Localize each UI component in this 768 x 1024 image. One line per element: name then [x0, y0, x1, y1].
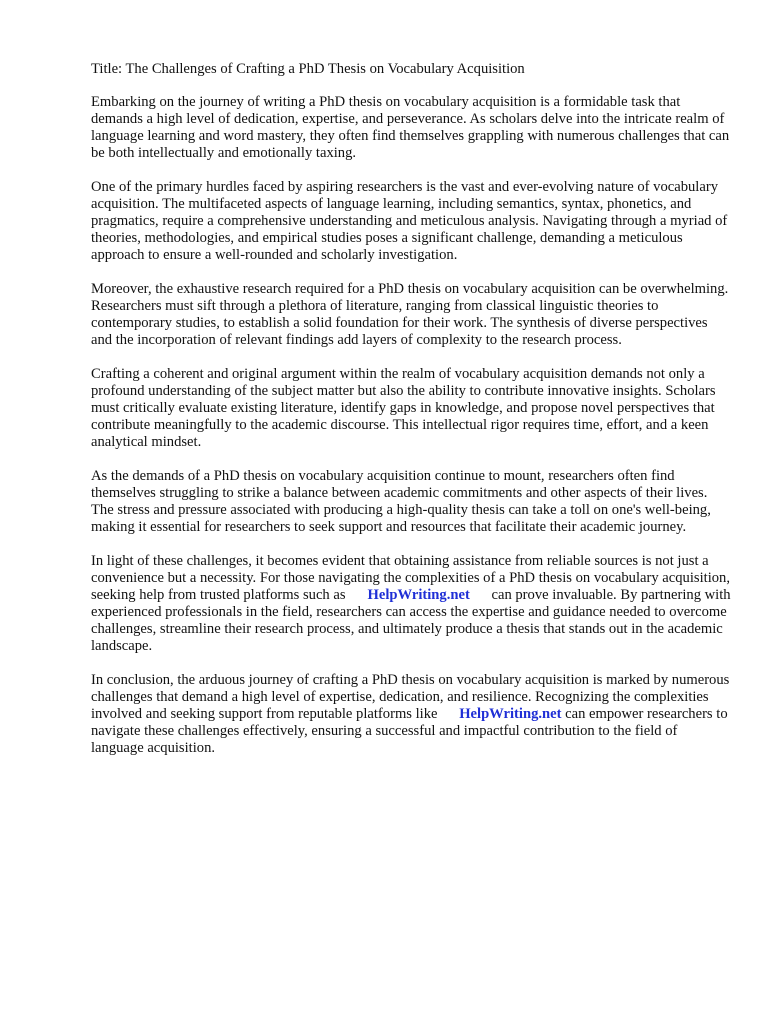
paragraph-assistance-text-after: can prove invaluable. By partnering with experienced professionals in the field, researchers can access the expertise and guidance needed to overcome challenges, streamline their research process, and ultimately produce a thesis that stands out in the academic landscape.: [91, 587, 731, 654]
paragraph-research: Moreover, the exhaustive research required for a PhD thesis on vocabulary acquisition can be overwhelming. Researchers must sift through a plethora of literature, ranging from classical linguistic theories to contemporary studies, to establish a solid foundation for their work. The synthesis of diverse perspectives and the incorporation of relevant findings add layers of complexity to the research process.: [91, 281, 729, 348]
paragraph-conclusion: [91, 672, 731, 757]
paragraph-conclusion-text-after: can empower researchers to navigate these challenges effectively, ensuring a successful and impactful contribution to the field of language acquisition.: [91, 706, 728, 756]
paragraph-hurdles: One of the primary hurdles faced by aspiring researchers is the vast and ever-evolving nature of vocabulary acquisition. The multifaceted aspects of language learning, including semantics, syntax, phonetics, and pragmatics, require a comprehensive understanding and meticulous analysis. Navigating through a myriad of theories, methodologies, and empirical studies poses a significant challenge, demanding a meticulous approach to ensure a well-rounded and scholarly investigation.: [91, 179, 728, 263]
paragraph-demands: As the demands of a PhD thesis on vocabulary acquisition continue to mount, researchers often find themselves struggling to strike a balance between academic commitments and other aspects of their lives. The stress and pressure associated with producing a high-quality thesis can take a toll on one's well-being, making it essential for researchers to seek support and resources that facilitate their academic journey.: [91, 468, 711, 535]
paragraph-assistance-text-before: In light of these challenges, it becomes evident that obtaining assistance from reliable sources is not just a convenience but a necessity. For those navigating the complexities of a PhD thesis on vocabulary acquisition, seeking help from trusted platforms such as: [91, 553, 730, 603]
helpwriting-link[interactable]: HelpWriting.net: [367, 587, 470, 603]
helpwriting-link-conclusion[interactable]: HelpWriting.net: [459, 706, 562, 722]
paragraph-conclusion-text-before: In conclusion, the arduous journey of crafting a PhD thesis on vocabulary acquisition is marked by numerous challenges that demand a high level of expertise, dedication, and resilience. Recognizing the complexities involved and seeking support from reputable platforms like: [91, 672, 730, 722]
document-title: Title: The Challenges of Crafting a PhD Thesis on Vocabulary Acquisition: [91, 61, 525, 77]
paragraph-intro: Embarking on the journey of writing a PhD thesis on vocabulary acquisition is a formidable task that demands a high level of dedication, expertise, and perseverance. As scholars delve into the intricate realm of language learning and word mastery, they often find themselves grappling with numerous challenges that can be both intellectually and emotionally taxing.: [91, 94, 730, 161]
paragraph-assistance: [91, 553, 731, 655]
paragraph-argument: Crafting a coherent and original argument within the realm of vocabulary acquisition demands not only a profound understanding of the subject matter but also the ability to contribute innovative insights. Scholars must critically evaluate existing literature, identify gaps in knowledge, and propose novel perspectives that contribute meaningfully to the academic discourse. This intellectual rigor requires time, effort, and a keen analytical mindset.: [91, 366, 716, 450]
document-page: [91, 61, 731, 774]
